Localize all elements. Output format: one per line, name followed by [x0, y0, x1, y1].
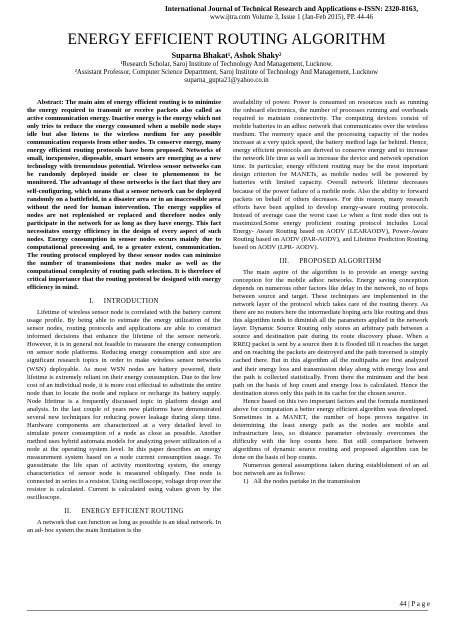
right-column	[233, 99, 428, 486]
author-list: Suparna Bhakat¹, Ashok Shaky²	[171, 51, 282, 60]
proposed-algorithm-paragraph-2: Hence based on this two important factors and the formula mentioned above for computation a better energy efficient algorithm was developed. Sometimes in a MANET, the number of hops proves negative in determining the least energy path as the nodes are mobile and infrastructure less, so distance parameter obviously overcomes the difficulty with the hop counts here. But still comparison between algorithms of dynamic source routing and proposed algorithm can be done on the basis of hop counts.	[233, 397, 428, 462]
page-number: 44 | P a g e	[399, 600, 430, 608]
paper-title: ENERGY EFFICIENT ROUTING ALGORITHM	[67, 31, 386, 48]
author-email: suparna_gupta21@yahoo.co.in	[184, 77, 269, 84]
affiliation-1: ¹Research Scholar, Saroj Institute of Technology And Management, Lucknow.	[120, 61, 333, 68]
introduction-paragraph: Lifetime of wireless sensor node is correlated with the battery current usage profile. By being able to estimate the energy utilization of the sensor nodes, routing protocols and applications are able to construct informed decisions that enhance the lifetime of the sensor network. However, it is in general not feasible to measure the energy consumption on sensor node platforms. Reducing energy consumption and size are significant research topics in order to make wireless sensor networks (WSN) deployable. As most WSN nodes are battery powered, their lifetime is extremely reliant on their energy consumption. Due to the low cost of an individual node, it is more cost effectual to substitute the entire node than to locate the node and replace or recharge its battery supply. Node lifetime is a frequently discussed topic in platform design and analysis. In the last couple of years new platforms have demonstrated several new techniques for reducing power leakage during sleep time. Hardware components are characterized at a very detailed level to simulate power consumption of a node as close as possible. Another method uses hybrid automata models for analyzing power utilization of a node at the operating system level. In this paper describes an energy measurement system based on a node current consumption usage. To guesstimate the life span of activity monitoring system, the energy characteristics of sensor node is measured obliquely. One node is connected in series to a resistor. Using oscilloscope, voltage drop over the resistor is calculated. Current is calculated using values given by the oscilloscope.	[27, 309, 221, 502]
assumption-list-item: 1) All the nodes partake in the transmission	[243, 478, 361, 486]
left-column	[27, 99, 221, 535]
section-heading-energy-efficient-routing: II. ENERGY EFFICIENT ROUTING	[64, 508, 184, 516]
journal-name: International Journal of Technical Research and Applications e-ISSN: 2320-8163,	[164, 4, 419, 13]
abstract: Abstract: The main aim of energy efficient routing is to minimize the energy required to transmit or receive packets also called as active communication energy. Inactive energy is the energy which not only tries to reduce the energy consumed when a mobile node stays idle but also listens to the wireless medium for any possible communication requests from other nodes. To conserve energy, many energy efficient routing protocols have been proposed. Networks of small, inexpensive, disposable, smart sensors are emerging as a new technology with tremendous potential. Wireless sensor networks can be randomly deployed inside or close to phenomenon to be monitored. The advantage of these networks is the fact that they are self-configuring, which means that a sensor network can be deployed randomly on a battlefield, in a disaster area or in an inaccessible area without the need for human intervention. The energy supplies of nodes are not replenished or replaced and therefore nodes only participate in the network for as long as they have energy. This fact necessitates energy efficiency in the design of every aspect of such nodes. Energy consumption in sensor nodes occurs mainly due to computational processing and, to a greater extent, communication. The routing protocol employed by these sensor nodes can minimize the number of transmissions that nodes make as well as the computational complexity of routing path selection. It is therefore of critical importance that the routing protocol be designed with energy efficiency in mind.	[27, 99, 221, 292]
proposed-algorithm-paragraph-3: Numerous general assumptions taken during establishment of an ad hoc network are as follows:	[233, 462, 428, 478]
section-heading-proposed-algorithm: III. PROPOSED ALGORITHM	[279, 257, 382, 265]
footer-divider	[27, 610, 428, 611]
journal-url: www.ijtra.com Volume 3, Issue 1 (Jan-Feb 2015), PP. 44-46	[210, 13, 373, 21]
journal-header	[150, 5, 433, 22]
section-heading-introduction: I. INTRODUCTION	[89, 298, 159, 306]
energy-routing-paragraph: A network that can function as long as possible is an ideal network. In an ad- hoc system the main limitation is the	[27, 519, 221, 535]
affiliation-2: ²Assistant Professor, Computer Science Department, Saroj Institute of Technology And Management, Lucknow	[74, 69, 379, 76]
proposed-algorithm-paragraph-1: The main aspire of the algorithm is to provide an energy saving conception for the mobile adhoc networks. Energy saving conception depends on numerous other factors like delay in the network, no of hops between source and target. These techniques are implemented in the network layer of the protocol which takes care of the routing theory. As there are no routers here the intermediate hoping acts like routing and thus this algorithm tends to diminish all the parameters applied in the network layer. Dynamic Source Routing only stores an arbitrary path between a source and destination pair during its route discovery phase. When a RREQ packet is sent by a source then it is flooded till it reaches the target and on reaching the packets are destroyed and the path traversed is simply cached there. But in this algorithm all the multipaths are first analyzed and their energy loss and transmission delay along with energy loss and the path is collected statistically. From there the minimum and the best path on the basis of hop count and energy loss is calculated. Hence the destination stores only this path in its cache for the chosen source.	[233, 268, 428, 397]
energy-routing-continuation: availability of power. Power is consumed on resources such as running the onboard electronics, the number of processes running and overheads required to maintain connectivity. The computing devices consist of mobile batteries in an adhoc network that communicates over the wireless medium. The memory space and the processing capacity of the nodes increase at a very quick speed, the battery method lags far behind. Hence, energy efficient protocols are derived to conserve energy and to increase the network life time as well as increase the device and network operation time. In particular, energy efficient routing may be the most important design criterion for MANETs, as mobile nodes will be powered by batteries with limited capacity. Overall network lifetime decreases because of the power failure of a mobile node. Also the ability to forward packets on behalf of others decreases. For this reason, many research efforts have been applied to develop energy-aware routing protocols. Instead of average case the worst case i.e when a first node dies out is maximized.Some energy proficient routing protocol includes Local Energy- Aware Routing based on AODV (LEARAODV), Power-Aware Routing based on AODV (PAR-AODV), and Lifetime Prediction Routing based on AODV (LPR- AODV).	[233, 99, 428, 251]
